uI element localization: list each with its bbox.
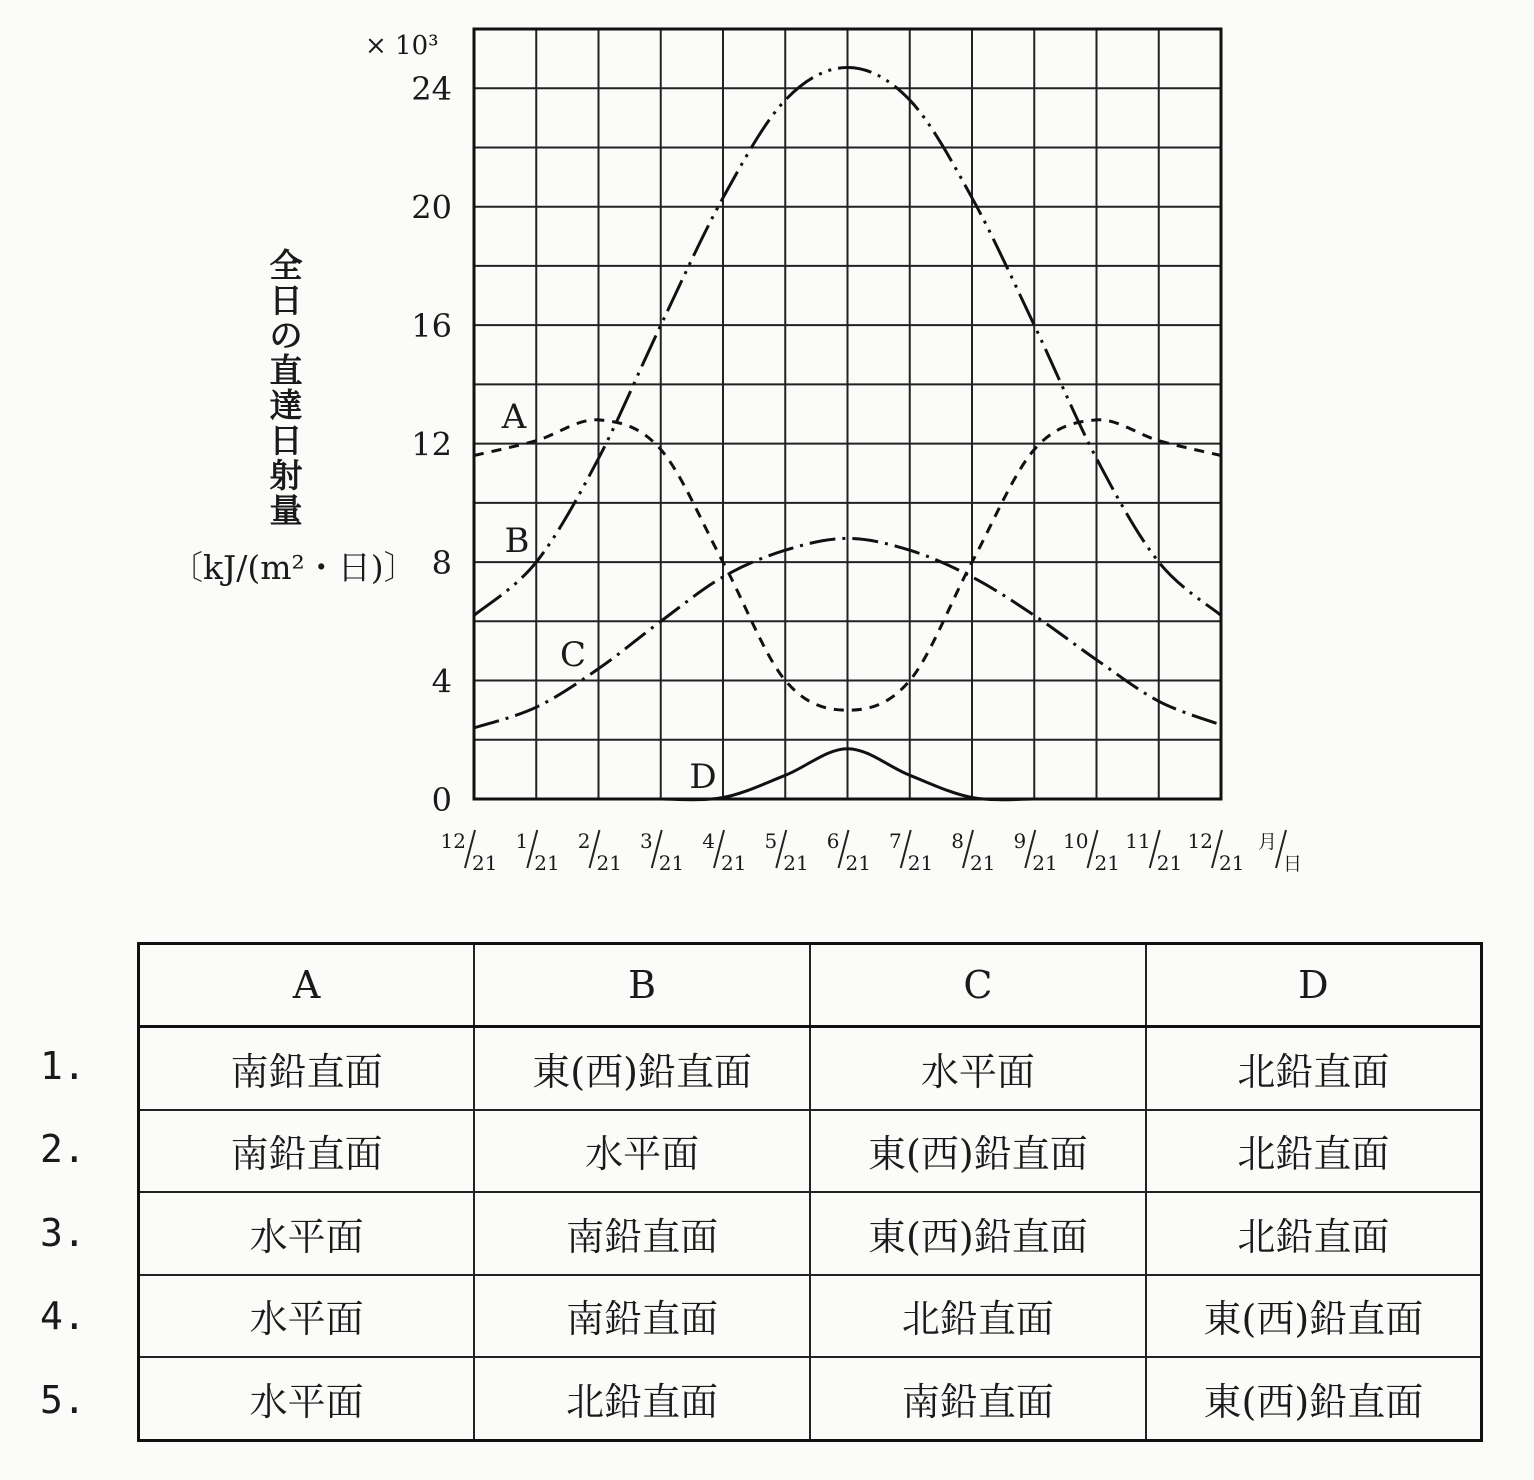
y-axis-label-char: 量 [269,491,303,530]
table-cell: 東(西)鉛直面 [1146,1357,1482,1440]
y-tick-label: 16 [411,307,452,346]
y-tick-label: 20 [411,188,452,227]
y-tick-label: 0 [431,781,452,819]
table-cell: 水平面 [139,1357,475,1440]
x-tick-label [951,829,995,875]
table-cell: 北鉛直面 [474,1357,810,1440]
y-axis-label-char: の [269,316,303,355]
svg-text:9: 9 [1013,829,1027,853]
header-cell-d: D [1146,944,1482,1027]
svg-text:21: 21 [1156,851,1183,875]
table-cell: 東(西)鉛直面 [810,1110,1146,1193]
svg-text:21: 21 [845,851,871,875]
choice-number: 5. [40,1377,86,1422]
table-cell: 水平面 [474,1110,810,1193]
table-cell: 東(西)鉛直面 [810,1192,1146,1275]
svg-text:21: 21 [1094,851,1120,875]
table-cell: 北鉛直面 [1146,1027,1482,1110]
svg-text:日: 日 [1283,853,1303,875]
x-axis-unit-label [1258,830,1302,875]
svg-text:3: 3 [640,829,653,853]
x-tick-label [827,829,871,875]
svg-text:21: 21 [783,851,809,875]
table-cell: 水平面 [139,1275,475,1358]
choice-number: 4. [40,1294,86,1339]
choice-number: 1. [40,1044,86,1088]
svg-text:1: 1 [515,829,529,853]
svg-text:6: 6 [826,829,840,853]
svg-text:21: 21 [1032,851,1058,875]
svg-text:21: 21 [970,851,996,875]
y-axis-label-char: 直 [269,351,303,390]
table-cell: 南鉛直面 [139,1110,475,1193]
svg-text:4: 4 [702,829,715,853]
svg-text:10: 10 [1063,829,1089,853]
svg-text:21: 21 [721,851,747,875]
svg-text:2: 2 [577,829,591,853]
table-cell: 水平面 [139,1192,475,1275]
table-cell: 水平面 [810,1027,1146,1110]
x-tick-label [765,829,809,875]
svg-text:5: 5 [764,829,778,853]
x-tick-label [578,829,622,875]
x-tick-label [1125,829,1182,875]
svg-text:12: 12 [1187,829,1213,853]
series-label: B [504,521,530,561]
choice-number: 2. [40,1127,86,1172]
svg-text:7: 7 [889,829,902,853]
svg-text:21: 21 [596,851,622,875]
table-cell: 南鉛直面 [474,1192,810,1275]
svg-text:8: 8 [951,829,964,853]
y-axis-label-char: 射 [269,456,303,495]
table-cell: 北鉛直面 [1146,1110,1482,1193]
y-axis-label [262,248,310,528]
x-tick-label [889,829,933,875]
series-label: D [689,757,717,797]
table-row [139,1275,1482,1358]
answer-choices-table [137,942,1483,1442]
x-tick-label [702,829,746,875]
table-cell: 東(西)鉛直面 [1146,1275,1482,1358]
table-cell: 南鉛直面 [139,1027,475,1110]
y-axis-multiplier: × 10³ [365,31,439,61]
x-tick-label [1014,829,1058,875]
table-row [139,1110,1482,1193]
series-label: C [559,635,587,675]
y-axis-label-char: 日 [269,421,303,460]
y-axis-unit: 〔kJ/(m²・日)〕 [170,548,417,587]
svg-text:21: 21 [1219,851,1245,875]
svg-text:11: 11 [1125,829,1151,853]
x-tick-label [1188,829,1245,875]
svg-text:21: 21 [472,851,498,875]
header-cell-a: A [139,944,475,1027]
choice-numbers [40,1025,120,1442]
svg-text:月: 月 [1257,831,1277,853]
y-axis-label-char: 日 [269,281,303,320]
table-cell: 北鉛直面 [810,1275,1146,1358]
header-cell-c: C [810,944,1146,1027]
y-axis-label-char: 全 [269,246,303,285]
y-tick-label: 4 [431,662,452,701]
table-cell: 南鉛直面 [474,1275,810,1358]
header-cell-b: B [474,944,810,1027]
table-cell: 南鉛直面 [810,1357,1146,1440]
svg-text:21: 21 [907,851,934,875]
y-tick-label: 12 [411,425,452,464]
table-row [139,1357,1482,1440]
table-cell: 北鉛直面 [1146,1192,1482,1275]
y-tick-label: 24 [411,70,452,109]
choice-number: 3. [40,1210,86,1255]
x-tick-label [1063,829,1120,875]
table-row [139,1027,1482,1110]
x-tick-label [516,829,560,875]
x-tick-label [441,829,498,875]
series-label: A [501,397,527,437]
svg-text:21: 21 [658,851,685,875]
x-tick-label [640,829,684,875]
table-cell: 東(西)鉛直面 [474,1027,810,1110]
y-axis-label-char: 達 [269,386,303,425]
y-tick-label: 8 [431,544,452,583]
svg-text:12: 12 [440,829,466,853]
table-row [139,1192,1482,1275]
svg-text:21: 21 [534,851,560,875]
